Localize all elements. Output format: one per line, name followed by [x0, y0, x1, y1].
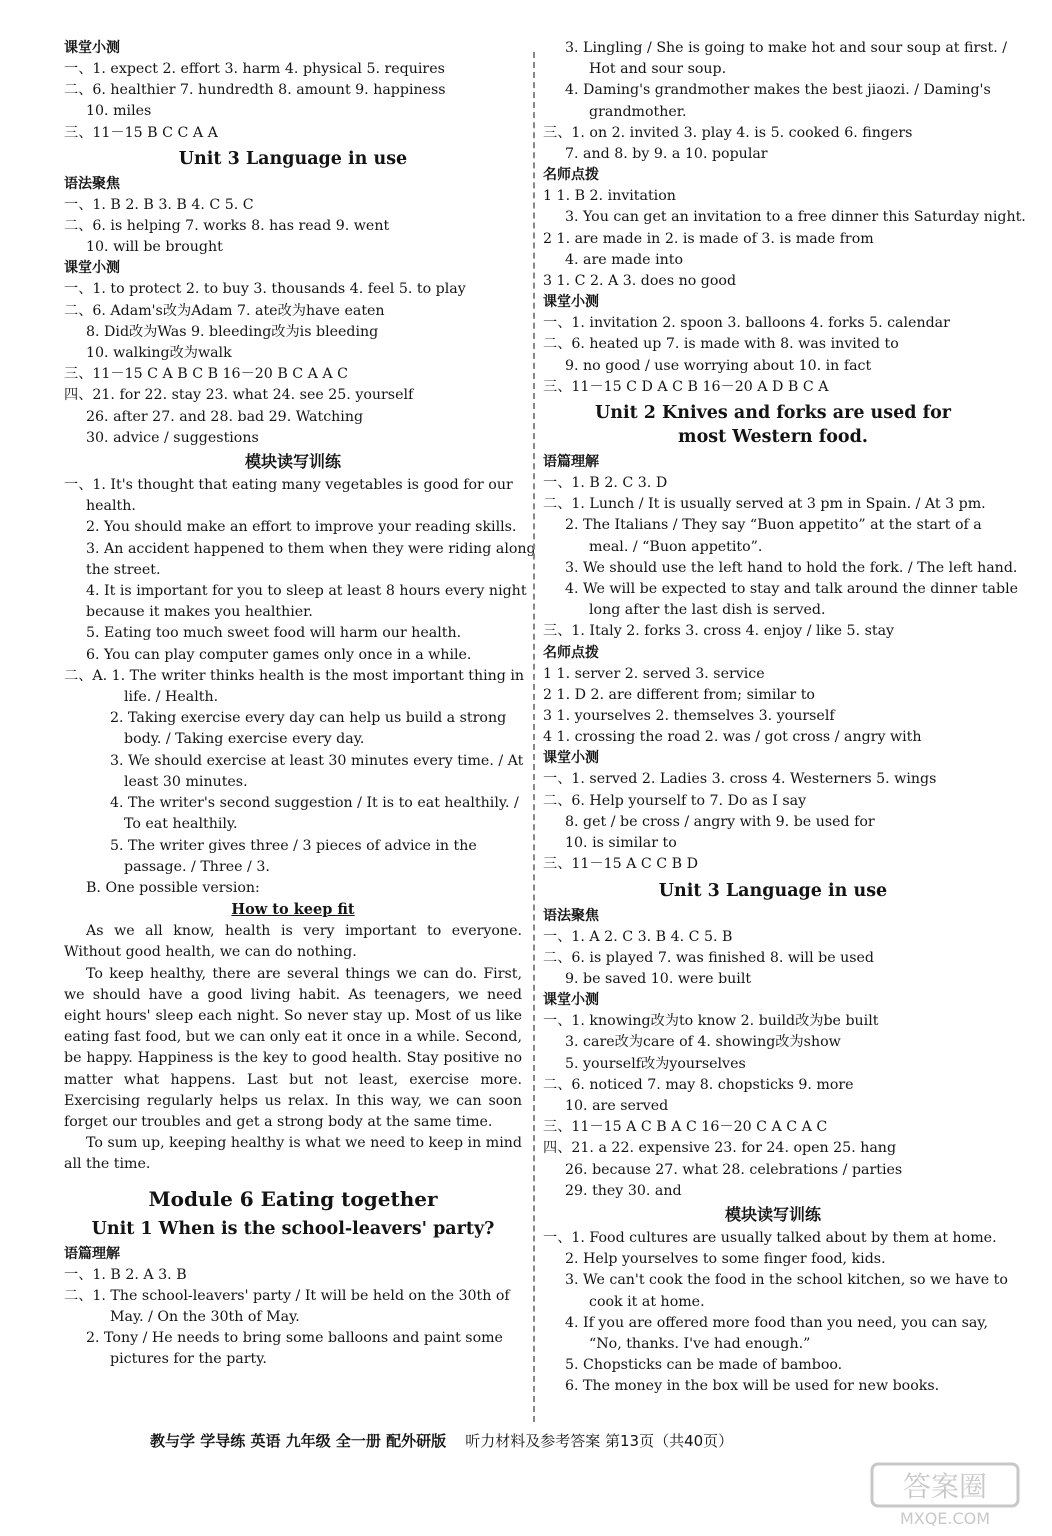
- answer-line: 2 1. D 2. are different from; similar to: [543, 686, 815, 703]
- unit-title: Unit 3 Language in use: [658, 880, 888, 901]
- answer-line: 5. yourself改为yourselves: [565, 1055, 746, 1072]
- answer-line: 3 1. C 2. A 3. does no good: [543, 273, 737, 290]
- answer-line: 一、1. A 2. C 3. B 4. C 5. B: [543, 928, 733, 945]
- answer-line: 7. and 8. by 9. a 10. popular: [565, 146, 768, 163]
- answer-line: 二、6. noticed 7. may 8. chopsticks 9. more: [543, 1076, 854, 1093]
- answer-line: 10. will be brought: [86, 239, 223, 256]
- answer-line: 5. The writer gives three / 3 pieces of advice in the: [110, 837, 477, 854]
- section-heading: 语法聚焦: [64, 175, 120, 192]
- answer-line: 二、6. is helping 7. works 8. has read 9. went: [64, 218, 390, 235]
- section-heading: 名师点拨: [543, 644, 599, 661]
- section-heading: 语篇理解: [543, 454, 599, 471]
- answer-line: 三、11－15 C A B C B 16－20 B C A A C: [64, 366, 349, 383]
- answer-line: 三、11－15 A C C B D: [543, 856, 698, 873]
- answer-line: 2. Taking exercise every day can help us build a strong: [110, 710, 507, 727]
- answer-line: 三、11－15 A C B A C 16－20 C A C A C: [543, 1119, 828, 1136]
- answer-line: 二、6. healthier 7. hundredth 8. amount 9. happiness: [64, 82, 446, 99]
- answer-line: B. One possible version:: [86, 879, 260, 896]
- answer-line: meal. / “Buon appetito”.: [589, 538, 763, 555]
- footer-book-title: 教与学 学导练 英语 九年级 全一册 配外研版: [150, 1432, 447, 1450]
- answer-line: 一、1. invitation 2. spoon 3. balloons 4. forks 5. calendar: [543, 315, 950, 332]
- answer-line: 四、21. for 22. stay 23. what 24. see 25. yourself: [64, 387, 414, 404]
- answer-line: 26. because 27. what 28. celebrations / parties: [565, 1161, 903, 1178]
- answer-line: 2. The Italians / They say “Buon appetito” at the start of a: [565, 517, 982, 534]
- section-heading: 名师点拨: [543, 167, 599, 184]
- answer-line: 二、1. The school-leavers' party / It will be held on the 30th of: [64, 1287, 510, 1304]
- answer-line: 一、1. expect 2. effort 3. harm 4. physical 5. requires: [64, 61, 445, 77]
- answer-line: 3. care改为care of 4. showing改为show: [565, 1034, 841, 1051]
- answer-line: 三、1. Italy 2. forks 3. cross 4. enjoy / like 5. stay: [543, 623, 895, 640]
- left-column: [64, 38, 536, 1371]
- answer-line: 8. Did改为Was 9. bleeding改为is bleeding: [86, 323, 379, 340]
- answer-line: 3. We should exercise at least 30 minutes every time. / At: [110, 752, 524, 769]
- answer-line: cook it at home.: [589, 1293, 705, 1310]
- answer-line: life. / Health.: [124, 689, 219, 706]
- answer-line: 10. is similar to: [565, 835, 677, 852]
- section-heading: 语篇理解: [64, 1245, 120, 1262]
- unit-title-cont: most Western food.: [678, 427, 868, 448]
- watermark-domain: MXQE.COM: [899, 1509, 991, 1528]
- answer-line: body. / Taking exercise every day.: [124, 731, 365, 748]
- unit-title: Unit 3 Language in use: [178, 148, 408, 169]
- answer-line: 一、1. B 2. C 3. D: [543, 475, 668, 492]
- answer-line: 3 1. yourselves 2. themselves 3. yourself: [543, 708, 835, 725]
- answer-line: Hot and sour soup.: [589, 61, 727, 78]
- answer-line: 3. Lingling / She is going to make hot and sour soup at first. /: [565, 40, 1008, 56]
- answer-line: 三、1. on 2. invited 3. play 4. is 5. cooked 6. fingers: [543, 124, 913, 141]
- answer-line: 一、1. B 2. A 3. B: [64, 1266, 187, 1283]
- answer-line: 6. You can play computer games only once in a while.: [86, 646, 472, 663]
- essay-paragraph: To sum up, keeping healthy is what we need to keep in mind all the time.: [64, 1135, 522, 1173]
- answer-line: 三、11－15 B C C A A: [64, 124, 218, 141]
- answer-line: 9. be saved 10. were built: [565, 970, 752, 987]
- answer-line: May. / On the 30th of May.: [110, 1308, 300, 1325]
- essay-title: How to keep fit: [231, 901, 355, 919]
- footer-page-info: 听力材料及参考答案 第13页（共40页）: [465, 1432, 734, 1450]
- section-heading: 语法聚焦: [543, 907, 599, 924]
- section-heading: 课堂小测: [543, 294, 599, 311]
- answer-line: 26. after 27. and 28. bad 29. Watching: [86, 408, 364, 425]
- page-footer: [150, 1430, 733, 1451]
- answer-line: least 30 minutes.: [124, 773, 248, 790]
- unit-title: Unit 1 When is the school-leavers' party?: [91, 1218, 495, 1239]
- answer-line: 10. walking改为walk: [86, 345, 232, 362]
- answer-line: 一、1. served 2. Ladies 3. cross 4. Westerners 5. wings: [543, 771, 937, 788]
- answer-line: 4. Daming's grandmother makes the best jiaozi. / Daming's: [565, 82, 991, 99]
- answer-line: 29. they 30. and: [565, 1182, 682, 1199]
- answer-line: the street.: [86, 561, 161, 578]
- answer-line: 1 1. server 2. served 3. service: [543, 665, 765, 682]
- answer-line: 30. advice / suggestions: [86, 429, 259, 446]
- answer-line: 二、6. heated up 7. is made with 8. was invited to: [543, 336, 899, 353]
- answer-line: 8. get / be cross / angry with 9. be used for: [565, 813, 875, 830]
- answer-line: 一、1. knowing改为to know 2. build改为be built: [543, 1013, 879, 1030]
- essay-paragraph: As we all know, health is very important to everyone. Without good health, we can do nothing.: [64, 923, 522, 961]
- answer-line: 3. You can get an invitation to a free dinner this Saturday night.: [565, 209, 1026, 226]
- watermark-logo: [870, 1462, 1020, 1530]
- answer-line: To eat healthily.: [124, 816, 238, 833]
- answer-line: 4. It is important for you to sleep at least 8 hours every night: [86, 583, 527, 600]
- answer-line: 1 1. B 2. invitation: [543, 188, 676, 205]
- section-heading: 课堂小测: [543, 992, 599, 1009]
- answer-line: health.: [86, 498, 136, 515]
- answer-line: 一、1. to protect 2. to buy 3. thousands 4. feel 5. to play: [64, 281, 466, 298]
- answer-line: 四、21. a 22. expensive 23. for 24. open 25. hang: [543, 1140, 897, 1157]
- answer-line: 4. If you are offered more food than you need, you can say,: [565, 1314, 988, 1331]
- answer-line: 二、6. is played 7. was finished 8. will be used: [543, 949, 875, 966]
- answer-line: 4. The writer's second suggestion / It is to eat healthily. /: [110, 795, 519, 812]
- answer-line: 二、A. 1. The writer thinks health is the most important thing in: [64, 667, 525, 684]
- answer-line: 10. miles: [86, 103, 152, 120]
- answer-line: 3. We should use the left hand to hold the fork. / The left hand.: [565, 559, 1018, 576]
- answer-line: “No, thanks. I've had enough.”: [589, 1335, 811, 1352]
- answer-line: 4. We will be expected to stay and talk around the dinner table: [565, 581, 1019, 598]
- answer-line: 4 1. crossing the road 2. was / got cross / angry with: [543, 729, 922, 746]
- practice-heading: 模块读写训练: [244, 452, 341, 472]
- answer-line: 4. are made into: [565, 251, 684, 268]
- unit-title: Unit 2 Knives and forks are used for: [594, 403, 952, 424]
- module-title: Module 6 Eating together: [148, 1186, 438, 1211]
- answer-line: passage. / Three / 3.: [124, 858, 270, 875]
- answer-line: 二、6. Help yourself to 7. Do as I say: [543, 792, 807, 809]
- section-heading: 课堂小测: [64, 40, 120, 56]
- answer-line: 一、1. Food cultures are usually talked about by them at home.: [543, 1229, 997, 1246]
- answer-line: 2. Help yourselves to some finger food, kids.: [565, 1251, 886, 1268]
- answer-line: 5. Chopsticks can be made of bamboo.: [565, 1357, 843, 1374]
- answer-line: because it makes you healthier.: [86, 604, 313, 621]
- answer-line: 3. We can't cook the food in the school kitchen, so we have to: [565, 1272, 1008, 1289]
- answer-line: 3. An accident happened to them when they were riding along: [86, 540, 536, 557]
- section-heading: 课堂小测: [64, 260, 120, 277]
- answer-line: grandmother.: [589, 103, 687, 120]
- answer-line: 二、6. Adam's改为Adam 7. ate改为have eaten: [64, 302, 385, 319]
- answer-line: 二、1. Lunch / It is usually served at 3 pm in Spain. / At 3 pm.: [543, 496, 986, 513]
- essay-paragraph: To keep healthy, there are several things we can do. First, we should have a good living habit. As teenagers, we need eight hours' sleep each night. So never stay up. Most of us like eating fast food, but we can only eat it once in a while. Second, be happy. Happiness is the key to good health. Stay positive no matter what happens. Last but not least, exercise more. Exercising regularly helps us relax. In this way, we can soon forget our troubles and get a strong body at the same time.: [64, 965, 522, 1130]
- answer-line: 9. no good / use worrying about 10. in fact: [565, 357, 872, 374]
- practice-heading: 模块读写训练: [724, 1204, 821, 1224]
- answer-line: 一、1. It's thought that eating many vegetables is good for our: [64, 477, 513, 494]
- answer-line: 一、1. B 2. B 3. B 4. C 5. C: [64, 196, 254, 213]
- column-divider: [533, 52, 535, 1422]
- answer-line: 2. Tony / He needs to bring some balloons and paint some: [86, 1330, 503, 1347]
- right-column: [543, 38, 1026, 1398]
- answer-line: 6. The money in the box will be used for new books.: [565, 1378, 940, 1395]
- answer-line: long after the last dish is served.: [589, 602, 826, 619]
- answer-line: 2. You should make an effort to improve your reading skills.: [86, 519, 517, 536]
- answer-line: 5. Eating too much sweet food will harm our health.: [86, 625, 462, 642]
- answer-line: 三、11－15 C D A C B 16－20 A D B C A: [543, 378, 829, 395]
- watermark-text: 答案圈: [902, 1470, 988, 1503]
- section-heading: 课堂小测: [543, 750, 599, 767]
- answer-line: pictures for the party.: [110, 1351, 267, 1368]
- answer-line: 10. are served: [565, 1097, 669, 1114]
- answer-line: 2 1. are made in 2. is made of 3. is made from: [543, 230, 874, 247]
